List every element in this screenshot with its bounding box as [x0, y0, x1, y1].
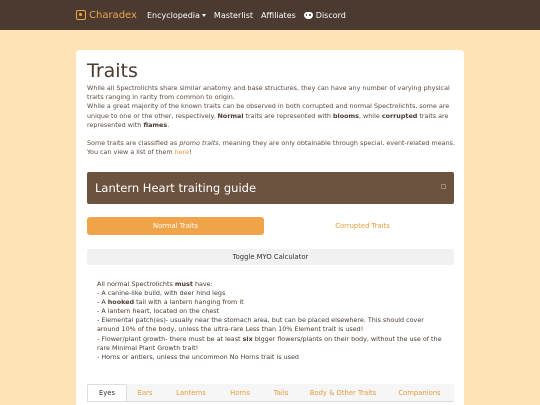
- rule-item: - A canine-like build, with deer hind legs: [97, 289, 226, 298]
- tab-horns[interactable]: Horns: [230, 388, 250, 397]
- promo-traits-link[interactable]: here: [174, 148, 190, 157]
- expand-icon[interactable]: [441, 184, 446, 189]
- rule5-c: bigger flowers/plants on their body, without the use of the rare Minimal Plant Growth trait!: [97, 334, 442, 352]
- intro2-flames: flames: [143, 120, 168, 129]
- intro2-g: traits are represented with: [87, 111, 449, 129]
- rules-head-must: must: [174, 280, 193, 288]
- nav-affiliates-label: Affiliates: [261, 10, 296, 20]
- nav-encyclopedia[interactable]: [147, 11, 206, 20]
- rules-heading: [97, 280, 447, 289]
- intro3-d: !: [189, 148, 192, 157]
- tab-normal-traits[interactable]: Normal Traits: [87, 217, 264, 235]
- rule-item: - A lantern heart, located on the chest: [97, 307, 220, 316]
- nav-masterlist-label: Masterlist: [213, 10, 253, 20]
- tab-lanterns[interactable]: Lanterns: [176, 388, 206, 397]
- intro2-e: , while: [358, 111, 382, 120]
- intro3-c: , meaning they are only obtainable through special, event-related means. You can view a list of them: [87, 139, 455, 157]
- page-title: Traits: [87, 60, 138, 82]
- tab-tails[interactable]: Tails: [273, 388, 289, 397]
- charadex-logo-icon: [76, 10, 86, 20]
- nav-discord-label: Discord: [315, 10, 346, 20]
- tab-corrupted-traits[interactable]: Corrupted Traits: [271, 217, 454, 235]
- nav-masterlist[interactable]: [214, 11, 253, 20]
- required-traits-list: [97, 280, 447, 362]
- tab-body-other-traits[interactable]: Body & Other Traits: [309, 388, 377, 397]
- nav-encyclopedia-label: Encyclopedia: [146, 10, 200, 20]
- rule-item: - Elemental patch(es)- usually near the stomach area, but can be placed elsewhere. This should cover around 10% of the body, unless the ultra-rare Less than 10% Element trait is used!: [97, 316, 424, 334]
- rule2-a: - A: [97, 298, 108, 307]
- nav-discord[interactable]: [304, 11, 346, 20]
- rule-item: [97, 298, 447, 307]
- tab-companions[interactable]: Companions: [398, 388, 441, 397]
- intro2-a: While a great majority of the known traits can be observed in both corrupted and normal Spectrolichts, some are unique to one or the other, respectively.: [87, 102, 450, 120]
- nav-affiliates[interactable]: [261, 11, 296, 20]
- rules-head-a: All normal Spectrolichts: [97, 280, 175, 288]
- intro2-blooms: blooms: [332, 111, 359, 120]
- rule5-six: six: [242, 334, 253, 343]
- intro3-promo: promo traits: [179, 139, 219, 148]
- rules-head-c: have:: [192, 280, 213, 288]
- trait-category-tabs: [87, 384, 454, 402]
- tab-eyes[interactable]: Eyes: [87, 384, 127, 401]
- rule-item: [97, 335, 447, 353]
- toggle-myo-calculator-button[interactable]: Toggle MYO Calculator: [87, 249, 454, 265]
- rule2-hooked: hooked: [107, 298, 135, 307]
- traits-card: [76, 50, 464, 405]
- intro-paragraph-3: [87, 139, 455, 157]
- guide-panel-header[interactable]: [87, 172, 454, 204]
- guide-title: Lantern Heart traiting guide: [95, 181, 257, 195]
- discord-icon: [304, 12, 313, 19]
- intro2-normal: Normal: [217, 111, 244, 120]
- intro-paragraph-1: While all Spectrolichts share similar anatomy and base structures, they can have any number of varying physical traits ranging in rarity from common to origin.: [87, 84, 450, 102]
- intro2-corrupted: corrupted: [381, 111, 418, 120]
- brand-link[interactable]: [76, 10, 137, 21]
- rule5-a: - Flower/plant growth- there must be at least: [97, 334, 243, 343]
- brand-name: Charadex: [89, 9, 137, 21]
- intro2-c: traits are represented with: [243, 111, 333, 120]
- top-navbar: [0, 0, 540, 30]
- intro2-i: .: [167, 120, 170, 129]
- intro-text: [87, 84, 455, 157]
- intro3-a: Some traits are classified as: [87, 139, 180, 148]
- rule-item: - Horns or antlers, unless the uncommon No Horns trait is used: [97, 352, 299, 361]
- tab-ears[interactable]: Ears: [137, 388, 153, 397]
- rule2-c: tail with a lantern hanging from it: [134, 298, 244, 307]
- intro-paragraph-2: [87, 102, 455, 130]
- caret-down-icon: [202, 14, 206, 17]
